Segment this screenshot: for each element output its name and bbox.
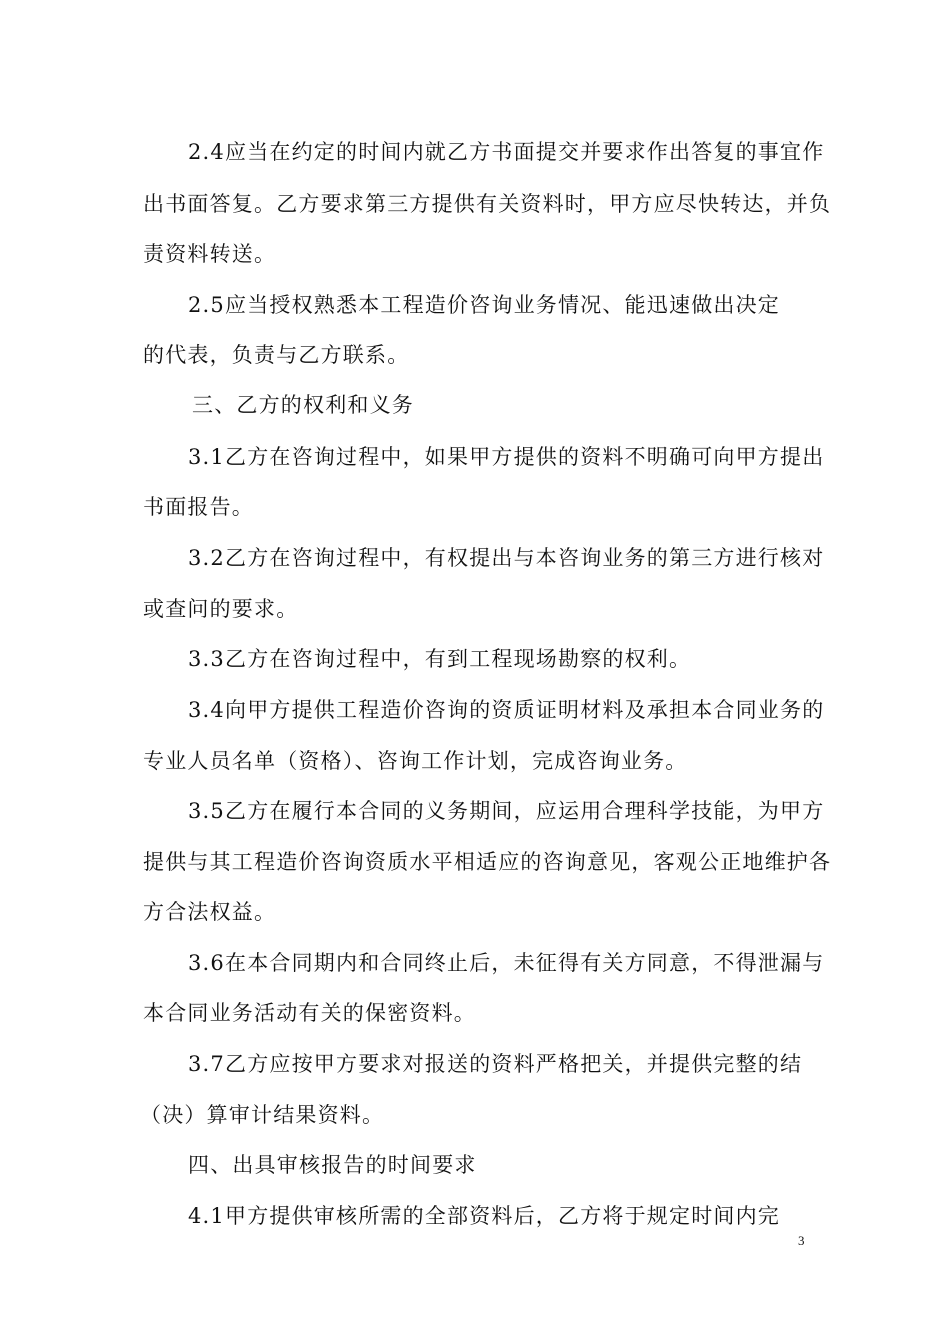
para-3-4-line-2: 专业人员名单（资格）、咨询工作计划，完成咨询业务。 (143, 749, 688, 773)
section-heading-4: 四、出具审核报告的时间要求 (188, 1153, 477, 1177)
para-3-6-line-1: 3.6在本合同期内和合同终止后，未征得有关方同意，不得泄漏与 (188, 951, 825, 975)
para-4-1-line-1: 4.1甲方提供审核所需的全部资料后，乙方将于规定时间内完 (188, 1204, 780, 1228)
para-3-7-line-2: （决）算审计结果资料。 (140, 1103, 385, 1127)
para-2-5-line-1: 2.5应当授权熟悉本工程造价咨询业务情况、能迅速做出决定 (188, 293, 780, 317)
page-number: 3 (798, 1233, 805, 1248)
para-3-2-line-2: 或查问的要求。 (143, 597, 299, 621)
para-3-3-line-1: 3.3乙方在咨询过程中，有到工程现场勘察的权利。 (188, 647, 692, 671)
para-3-7-line-1: 3.7乙方应按甲方要求对报送的资料严格把关，并提供完整的结 (188, 1052, 803, 1076)
para-3-2-line-1: 3.2乙方在咨询过程中，有权提出与本咨询业务的第三方进行核对 (188, 546, 825, 570)
para-2-4-line-1: 2.4应当在约定的时间内就乙方书面提交并要求作出答复的事宜作 (188, 140, 825, 164)
section-heading-3: 三、乙方的权利和义务 (192, 393, 414, 417)
para-2-5-line-2: 的代表，负责与乙方联系。 (143, 343, 410, 367)
para-3-4-line-1: 3.4向甲方提供工程造价咨询的资质证明材料及承担本合同业务的 (188, 698, 825, 722)
para-3-1-line-2: 书面报告。 (143, 495, 254, 519)
para-3-5-line-1: 3.5乙方在履行本合同的义务期间，应运用合理科学技能，为甲方 (188, 799, 825, 823)
para-2-4-line-2: 出书面答复。乙方要求第三方提供有关资料时，甲方应尽快转达，并负 (143, 192, 832, 216)
para-3-6-line-2: 本合同业务活动有关的保密资料。 (143, 1001, 476, 1025)
para-3-5-line-2: 提供与其工程造价咨询资质水平相适应的咨询意见，客观公正地维护各 (143, 850, 832, 874)
para-3-5-line-3: 方合法权益。 (143, 900, 277, 924)
para-2-4-line-3: 责资料转送。 (143, 242, 277, 266)
para-3-1-line-1: 3.1乙方在咨询过程中，如果甲方提供的资料不明确可向甲方提出 (188, 445, 825, 469)
